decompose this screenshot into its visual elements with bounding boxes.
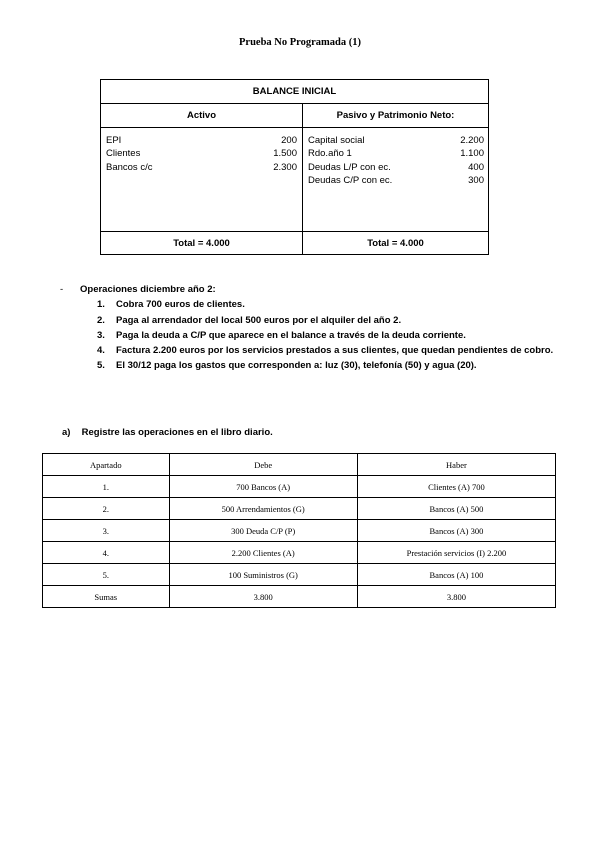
- pasivo-row: [308, 174, 484, 187]
- header-haber: Haber: [357, 454, 555, 476]
- cell-apartado: 4.: [43, 542, 170, 564]
- cell-debe: 2.200 Clientes (A): [169, 542, 357, 564]
- cell-debe: 700 Bancos (A): [169, 476, 357, 498]
- total-pasivo: Total = 4.000: [303, 231, 488, 255]
- cell-debe: 100 Suministros (G): [169, 564, 357, 586]
- operation-item: [60, 328, 560, 343]
- pasivo-row: [308, 161, 484, 174]
- header-debe: Debe: [169, 454, 357, 476]
- pasivo-header: Pasivo y Patrimonio Neto:: [303, 104, 488, 128]
- operation-text: Paga al arrendador del local 500 euros por el alquiler del año 2.: [116, 314, 402, 326]
- cell-sumas-haber: 3.800: [357, 586, 555, 608]
- table-row: [43, 498, 556, 520]
- cell-apartado: 3.: [43, 520, 170, 542]
- operation-item: [60, 358, 560, 373]
- pasivo-row: [308, 147, 484, 160]
- cell-sumas-label: Sumas: [43, 586, 170, 608]
- pasivo-row: [308, 134, 484, 147]
- operations-list: [60, 282, 560, 374]
- cell-debe: 300 Deuda C/P (P): [169, 520, 357, 542]
- operation-text: Factura 2.200 euros por los servicios prestados a sus clientes, que quedan pendientes de cobro.: [116, 345, 554, 357]
- activo-value: 1.500: [273, 148, 297, 160]
- activo-row: [106, 147, 297, 160]
- cell-haber: Clientes (A) 700: [357, 476, 555, 498]
- pasivo-label: Rdo.año 1: [308, 148, 352, 160]
- activo-value: 2.300: [273, 161, 297, 173]
- operation-item: [60, 297, 560, 312]
- activo-value: 200: [281, 135, 297, 146]
- activo-rows: [106, 134, 297, 174]
- cell-apartado: 5.: [43, 564, 170, 586]
- header-apartado: Apartado: [43, 454, 170, 476]
- cell-haber: Prestación servicios (I) 2.200: [357, 542, 555, 564]
- pasivo-value: 400: [468, 161, 484, 173]
- table-row: [43, 476, 556, 498]
- cell-apartado: 1.: [43, 476, 170, 498]
- pasivo-label: Deudas C/P con ec.: [308, 174, 393, 186]
- operations-items: [60, 297, 560, 373]
- operation-text: El 30/12 paga los gastos que corresponden a: luz (30), telefonía (50) y agua (20).: [116, 360, 477, 372]
- operation-number: 5.: [97, 360, 105, 372]
- section-a-heading: [62, 427, 273, 438]
- page-title: Prueba No Programada (1): [239, 37, 361, 48]
- operation-number: 2.: [97, 314, 105, 326]
- table-row: [43, 520, 556, 542]
- cell-haber: Bancos (A) 500: [357, 498, 555, 520]
- cell-sumas-debe: 3.800: [169, 586, 357, 608]
- table-header-row: [43, 454, 556, 476]
- list-dash: -: [60, 284, 64, 295]
- table-sums-row: [43, 586, 556, 608]
- cell-haber: Bancos (A) 300: [357, 520, 555, 542]
- table-row: [43, 542, 556, 564]
- operation-number: 4.: [97, 345, 105, 357]
- activo-row: [106, 161, 297, 174]
- balance-inicial-table: [100, 79, 489, 255]
- activo-row: [106, 134, 297, 147]
- cell-apartado: 2.: [43, 498, 170, 520]
- cell-debe: 500 Arrendamientos (G): [169, 498, 357, 520]
- balance-title: BALANCE INICIAL: [101, 80, 488, 104]
- operation-number: 3.: [97, 329, 105, 341]
- operation-text: Cobra 700 euros de clientes.: [116, 299, 245, 311]
- pasivo-label: Deudas L/P con ec.: [308, 161, 391, 173]
- pasivo-label: Capital social: [308, 135, 365, 146]
- operation-item: [60, 313, 560, 328]
- section-a-text: Registre las operaciones en el libro diario.: [81, 427, 273, 438]
- libro-diario-table: [42, 453, 556, 608]
- activo-label: EPI: [106, 135, 122, 146]
- section-a-label: a): [62, 427, 71, 438]
- cell-haber: Bancos (A) 100: [357, 564, 555, 586]
- activo-label: Clientes: [106, 148, 141, 160]
- total-activo: Total = 4.000: [101, 231, 302, 255]
- pasivo-value: 2.200: [460, 135, 484, 146]
- pasivo-value: 300: [468, 174, 484, 186]
- activo-label: Bancos c/c: [106, 161, 153, 173]
- operations-heading-row: [60, 282, 560, 297]
- operations-heading: Operaciones diciembre año 2:: [80, 284, 216, 295]
- pasivo-rows: [308, 134, 484, 187]
- activo-header: Activo: [101, 104, 302, 128]
- operation-text: Paga la deuda a C/P que aparece en el balance a través de la deuda corriente.: [116, 329, 466, 341]
- operation-number: 1.: [97, 299, 105, 311]
- table-row: [43, 564, 556, 586]
- pasivo-value: 1.100: [460, 148, 484, 160]
- operation-item: [60, 343, 560, 358]
